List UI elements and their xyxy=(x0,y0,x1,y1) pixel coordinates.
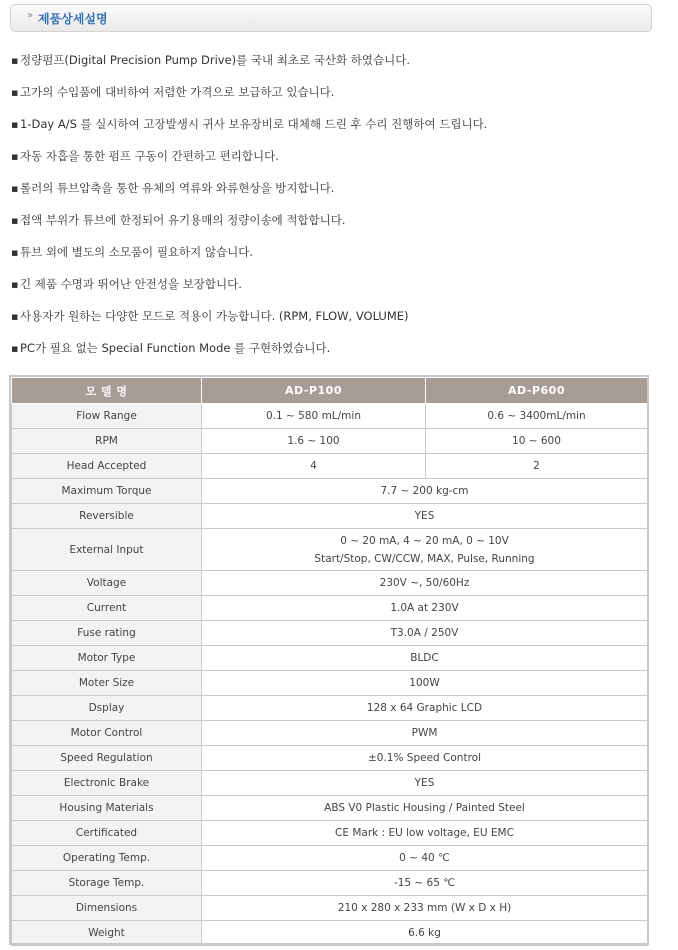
spec-value: 0 ~ 40 ℃ xyxy=(202,846,648,871)
table-row xyxy=(12,671,648,696)
feature-list xyxy=(0,0,678,360)
bullet-icon: ▪ xyxy=(11,310,19,323)
table-row xyxy=(12,771,648,796)
spec-value: YES xyxy=(202,504,648,529)
table-row xyxy=(12,921,648,946)
table-row xyxy=(12,846,648,871)
spec-label: RPM xyxy=(12,429,202,454)
spec-label: Certificated xyxy=(12,821,202,846)
table-row xyxy=(12,429,648,454)
feature-item xyxy=(11,276,242,294)
bullet-icon: ▪ xyxy=(11,150,19,163)
feature-item xyxy=(11,180,334,198)
table-row xyxy=(12,571,648,596)
table-row xyxy=(12,746,648,771)
spec-value: 100W xyxy=(202,671,648,696)
feature-item xyxy=(11,212,346,230)
model-name-header: 모 델 명 xyxy=(12,378,202,404)
spec-label: Housing Materials xyxy=(12,796,202,821)
table-row xyxy=(12,646,648,671)
spec-value: YES xyxy=(202,771,648,796)
spec-value-p100: 4 xyxy=(202,454,426,479)
feature-text: 튜브 외에 별도의 소모품이 필요하지 않습니다. xyxy=(20,245,254,259)
bullet-icon: ▪ xyxy=(11,54,19,67)
feature-item xyxy=(11,84,334,102)
bullet-icon: ▪ xyxy=(11,214,19,227)
bullet-icon: ▪ xyxy=(11,342,19,355)
spec-value-p600: 2 xyxy=(426,454,648,479)
spec-label: Dimensions xyxy=(12,896,202,921)
spec-value: BLDC xyxy=(202,646,648,671)
spec-label: Fuse rating xyxy=(12,621,202,646)
spec-value-p600: 0.6 ~ 3400mL/min xyxy=(426,404,648,429)
feature-item xyxy=(11,52,410,70)
table-row xyxy=(12,821,648,846)
bullet-icon: ▪ xyxy=(11,86,19,99)
spec-value: -15 ~ 65 ℃ xyxy=(202,871,648,896)
feature-text: PC가 필요 없는 Special Function Mode 를 구현하였습니다. xyxy=(20,341,331,355)
model-ad-p100-header: AD-P100 xyxy=(202,378,426,404)
table-row xyxy=(12,796,648,821)
spec-value: T3.0A / 250V xyxy=(202,621,648,646)
table-row xyxy=(12,896,648,921)
spec-label: Maximum Torque xyxy=(12,479,202,504)
feature-text: 사용자가 원하는 다양한 모드로 적용이 가능합니다. (RPM, FLOW, VOLUME) xyxy=(20,309,409,323)
feature-item xyxy=(11,244,253,262)
bullet-icon: ▪ xyxy=(11,118,19,131)
table-row xyxy=(12,621,648,646)
feature-item xyxy=(11,340,330,358)
spec-value: 210 x 280 x 233 mm (W x D x H) xyxy=(202,896,648,921)
spec-label: Dsplay xyxy=(12,696,202,721)
spec-value-p100: 1.6 ~ 100 xyxy=(202,429,426,454)
feature-text: 자동 자흡을 통한 펌프 구동이 간편하고 편리합니다. xyxy=(20,149,279,163)
spec-value: 230V ~, 50/60Hz xyxy=(202,571,648,596)
spec-label: Electronic Brake xyxy=(12,771,202,796)
table-row xyxy=(12,504,648,529)
spec-label: Storage Temp. xyxy=(12,871,202,896)
feature-text: 긴 제품 수명과 뛰어난 안전성을 보장합니다. xyxy=(20,277,242,291)
spec-label: Voltage xyxy=(12,571,202,596)
spec-label: Flow Range xyxy=(12,404,202,429)
spec-value: 128 x 64 Graphic LCD xyxy=(202,696,648,721)
spec-label: External Input xyxy=(12,529,202,571)
spec-label: Reversible xyxy=(12,504,202,529)
table-row xyxy=(12,871,648,896)
spec-value: ABS V0 Plastic Housing / Painted Steel xyxy=(202,796,648,821)
feature-item xyxy=(11,116,487,134)
table-row xyxy=(12,479,648,504)
spec-value: ±0.1% Speed Control xyxy=(202,746,648,771)
spec-value-p600: 10 ~ 600 xyxy=(426,429,648,454)
spec-value-line: 0 ~ 20 mA, 4 ~ 20 mA, 0 ~ 10V xyxy=(340,534,509,547)
table-row xyxy=(12,454,648,479)
section-title: 제품상세설명 xyxy=(38,12,108,26)
spec-label: Head Accepted xyxy=(12,454,202,479)
spec-table xyxy=(11,377,648,946)
spec-label: Motor Control xyxy=(12,721,202,746)
feature-text: 정량펌프(Digital Precision Pump Drive)를 국내 최초로 국산화 하였습니다. xyxy=(20,53,410,67)
spec-value: 6.6 kg xyxy=(202,921,648,946)
spec-value-line: Start/Stop, CW/CCW, MAX, Pulse, Running xyxy=(314,552,535,565)
spec-value: 1.0A at 230V xyxy=(202,596,648,621)
spec-label: Moter Size xyxy=(12,671,202,696)
spec-value: PWM xyxy=(202,721,648,746)
feature-item xyxy=(11,308,409,326)
feature-text: 롤러의 튜브압축을 통한 유체의 역류와 와류현상을 방지합니다. xyxy=(20,181,335,195)
spec-label: Motor Type xyxy=(12,646,202,671)
bullet-icon: ▪ xyxy=(11,278,19,291)
spec-value-p100: 0.1 ~ 580 mL/min xyxy=(202,404,426,429)
spec-header-row xyxy=(12,378,648,404)
bullet-icon: ▪ xyxy=(11,246,19,259)
table-row xyxy=(12,529,648,571)
table-row xyxy=(12,721,648,746)
feature-text: 고가의 수입품에 대비하여 저렴한 가격으로 보급하고 있습니다. xyxy=(20,85,335,99)
model-ad-p600-header: AD-P600 xyxy=(426,378,648,404)
table-row xyxy=(12,696,648,721)
spec-value: CE Mark : EU low voltage, EU EMC xyxy=(202,821,648,846)
spec-label: Current xyxy=(12,596,202,621)
spec-label: Weight xyxy=(12,921,202,946)
spec-label: Speed Regulation xyxy=(12,746,202,771)
bullet-icon: ▪ xyxy=(11,182,19,195)
table-row xyxy=(12,404,648,429)
table-row xyxy=(12,596,648,621)
feature-text: 1-Day A/S 를 실시하여 고장발생시 귀사 보유장비로 대체해 드린 후 수리 진행하여 드립니다. xyxy=(20,117,488,131)
spec-value: 7.7 ~ 200 kg-cm xyxy=(202,479,648,504)
spec-label: Operating Temp. xyxy=(12,846,202,871)
feature-item xyxy=(11,148,279,166)
feature-text: 접액 부위가 튜브에 한정되어 유기용매의 정량이송에 적합합니다. xyxy=(20,213,346,227)
double-chevron-right-icon: » xyxy=(27,10,34,21)
spec-value xyxy=(202,529,648,571)
